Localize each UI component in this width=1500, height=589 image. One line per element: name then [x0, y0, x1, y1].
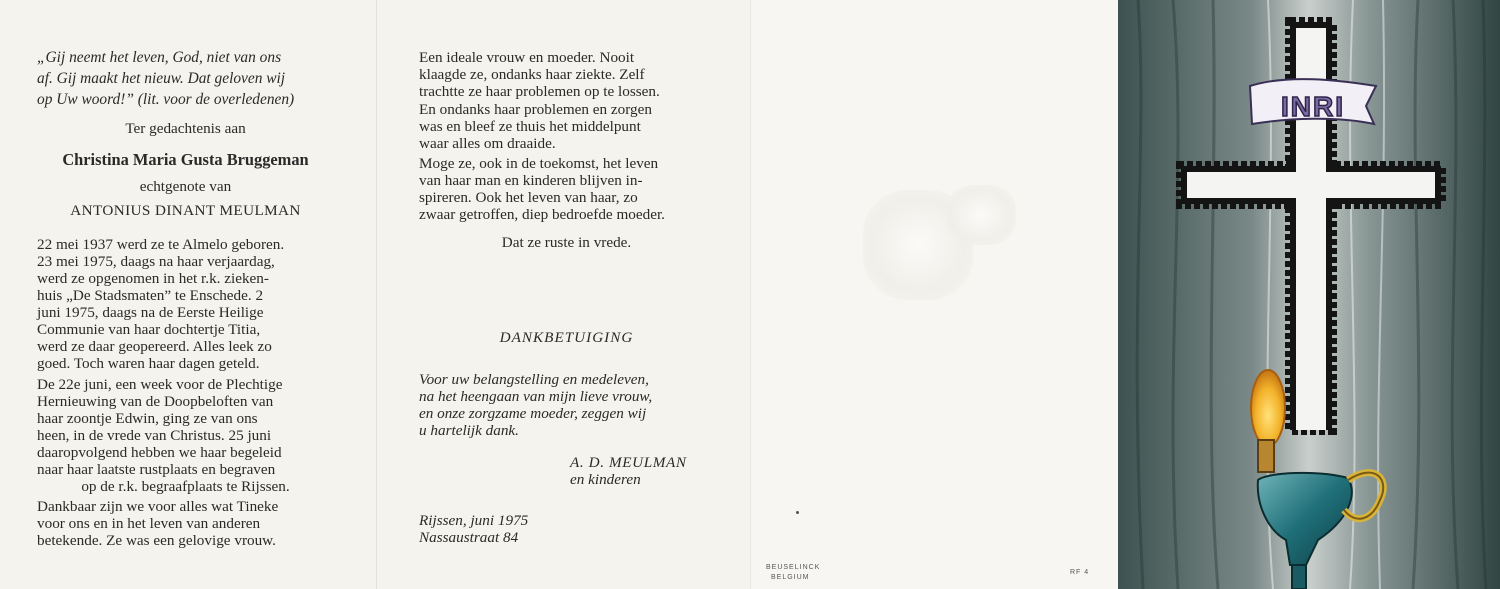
bio-line: Communie van haar dochtertje Titia,	[37, 321, 261, 338]
bio-line: heen, in de vrede van Christus. 25 juni	[37, 427, 272, 444]
rest-in-peace: Dat ze ruste in vrede.	[501, 234, 632, 251]
opening-quote	[37, 47, 334, 110]
address: Nassaustraat 84	[419, 529, 519, 546]
bio-line: 23 mei 1975, daags na haar verjaardag,	[37, 253, 275, 270]
quote-line: af. Gij maakt het nieuw. Dat geloven wij	[37, 70, 286, 87]
thanks-heading: DANKBETUIGING	[499, 329, 634, 346]
quote-line: op Uw woord!” (lit. voor de overledenen)	[37, 91, 295, 108]
cross-and-lamp-painting	[1118, 0, 1500, 589]
bio-line: Hernieuwing van de Doopbeloften van	[37, 393, 274, 410]
card-front-illustration	[1118, 0, 1500, 589]
printer-country: BELGIUM	[771, 574, 810, 581]
husband-name: ANTONIUS DINANT MEULMAN	[70, 202, 301, 219]
bio-line: huis „De Stadsmaten” te Enschede. 2	[37, 287, 264, 304]
in-memory-heading: Ter gedachtenis aan	[125, 120, 246, 137]
text-line: van haar man en kinderen blijven in-	[419, 172, 643, 189]
lamp-flame	[1251, 370, 1285, 446]
signature-subline: en kinderen	[570, 471, 641, 488]
bio-line: goed. Toch waren haar dagen geteld.	[37, 355, 260, 372]
bio-line: 22 mei 1937 werd ze te Almelo geboren.	[37, 236, 285, 253]
place-date: Rijssen, juni 1975	[419, 512, 529, 529]
text-line: Een ideale vrouw en moeder. Nooit	[419, 49, 635, 66]
text-line: spireren. Ook het leven van haar, zo	[419, 189, 638, 206]
bio-line: werd ze daar geopereerd. Alles leek zo	[37, 338, 272, 355]
thanks-line: u hartelijk dank.	[419, 422, 519, 439]
signature-name: A. D. MEULMAN	[570, 454, 687, 471]
text-line: zwaar getroffen, diep bedroefde moeder.	[419, 206, 665, 223]
bio-line: De 22e juni, een week voor de Plechtige	[37, 376, 283, 393]
card-panel-left	[0, 0, 376, 589]
text-line: En ondanks haar problemen en zorgen	[419, 101, 652, 118]
bio-line: betekende. Ze was een gelovige vrouw.	[37, 532, 276, 549]
text-line: Moge ze, ook in de toekomst, het leven	[419, 155, 659, 172]
emboss-mark	[946, 185, 1016, 245]
bio-line: werd ze opgenomen in het r.k. zieken-	[37, 270, 269, 287]
inri-text: INRI	[1281, 91, 1345, 122]
bio-line: op de r.k. begraafplaats te Rijssen.	[81, 478, 290, 495]
thanks-line: na het heengaan van mijn lieve vrouw,	[419, 388, 653, 405]
spouse-of-label: echtgenote van	[139, 178, 232, 195]
bio-line: voor ons en in het leven van anderen	[37, 515, 261, 532]
text-line: was en bleef ze thuis het middelpunt	[419, 118, 641, 135]
bio-line: daaropvolgend hebben we haar begeleid	[37, 444, 282, 461]
printer-name: BEUSELINCK	[766, 564, 821, 571]
deceased-name: Christina Maria Gusta Bruggeman	[62, 150, 309, 169]
bio-line: haar zoontje Edwin, ging ze van ons	[37, 410, 258, 427]
card-code: RF 4	[1070, 569, 1090, 576]
card-panel-back	[750, 0, 1118, 589]
thanks-line: en onze zorgzame moeder, zeggen wij	[419, 405, 647, 422]
thanks-line: Voor uw belangstelling en medeleven,	[419, 371, 649, 388]
paper-speck	[796, 511, 799, 514]
text-line: trachtte ze haar problemen op te lossen.	[419, 83, 660, 100]
quote-line: „Gij neemt het leven, God, niet van ons	[37, 49, 282, 66]
lamp-stem	[1292, 565, 1306, 589]
bio-line: Dankbaar zijn we voor alles wat Tineke	[37, 498, 279, 515]
text-line: klaagde ze, ondanks haar ziekte. Zelf	[419, 66, 645, 83]
text-line: waar alles om draaide.	[419, 135, 556, 152]
bio-line: naar haar laatste rustplaats en begraven	[37, 461, 276, 478]
bio-line: juni 1975, daags na de Eerste Heilige	[37, 304, 264, 321]
lamp-wick	[1258, 440, 1274, 472]
